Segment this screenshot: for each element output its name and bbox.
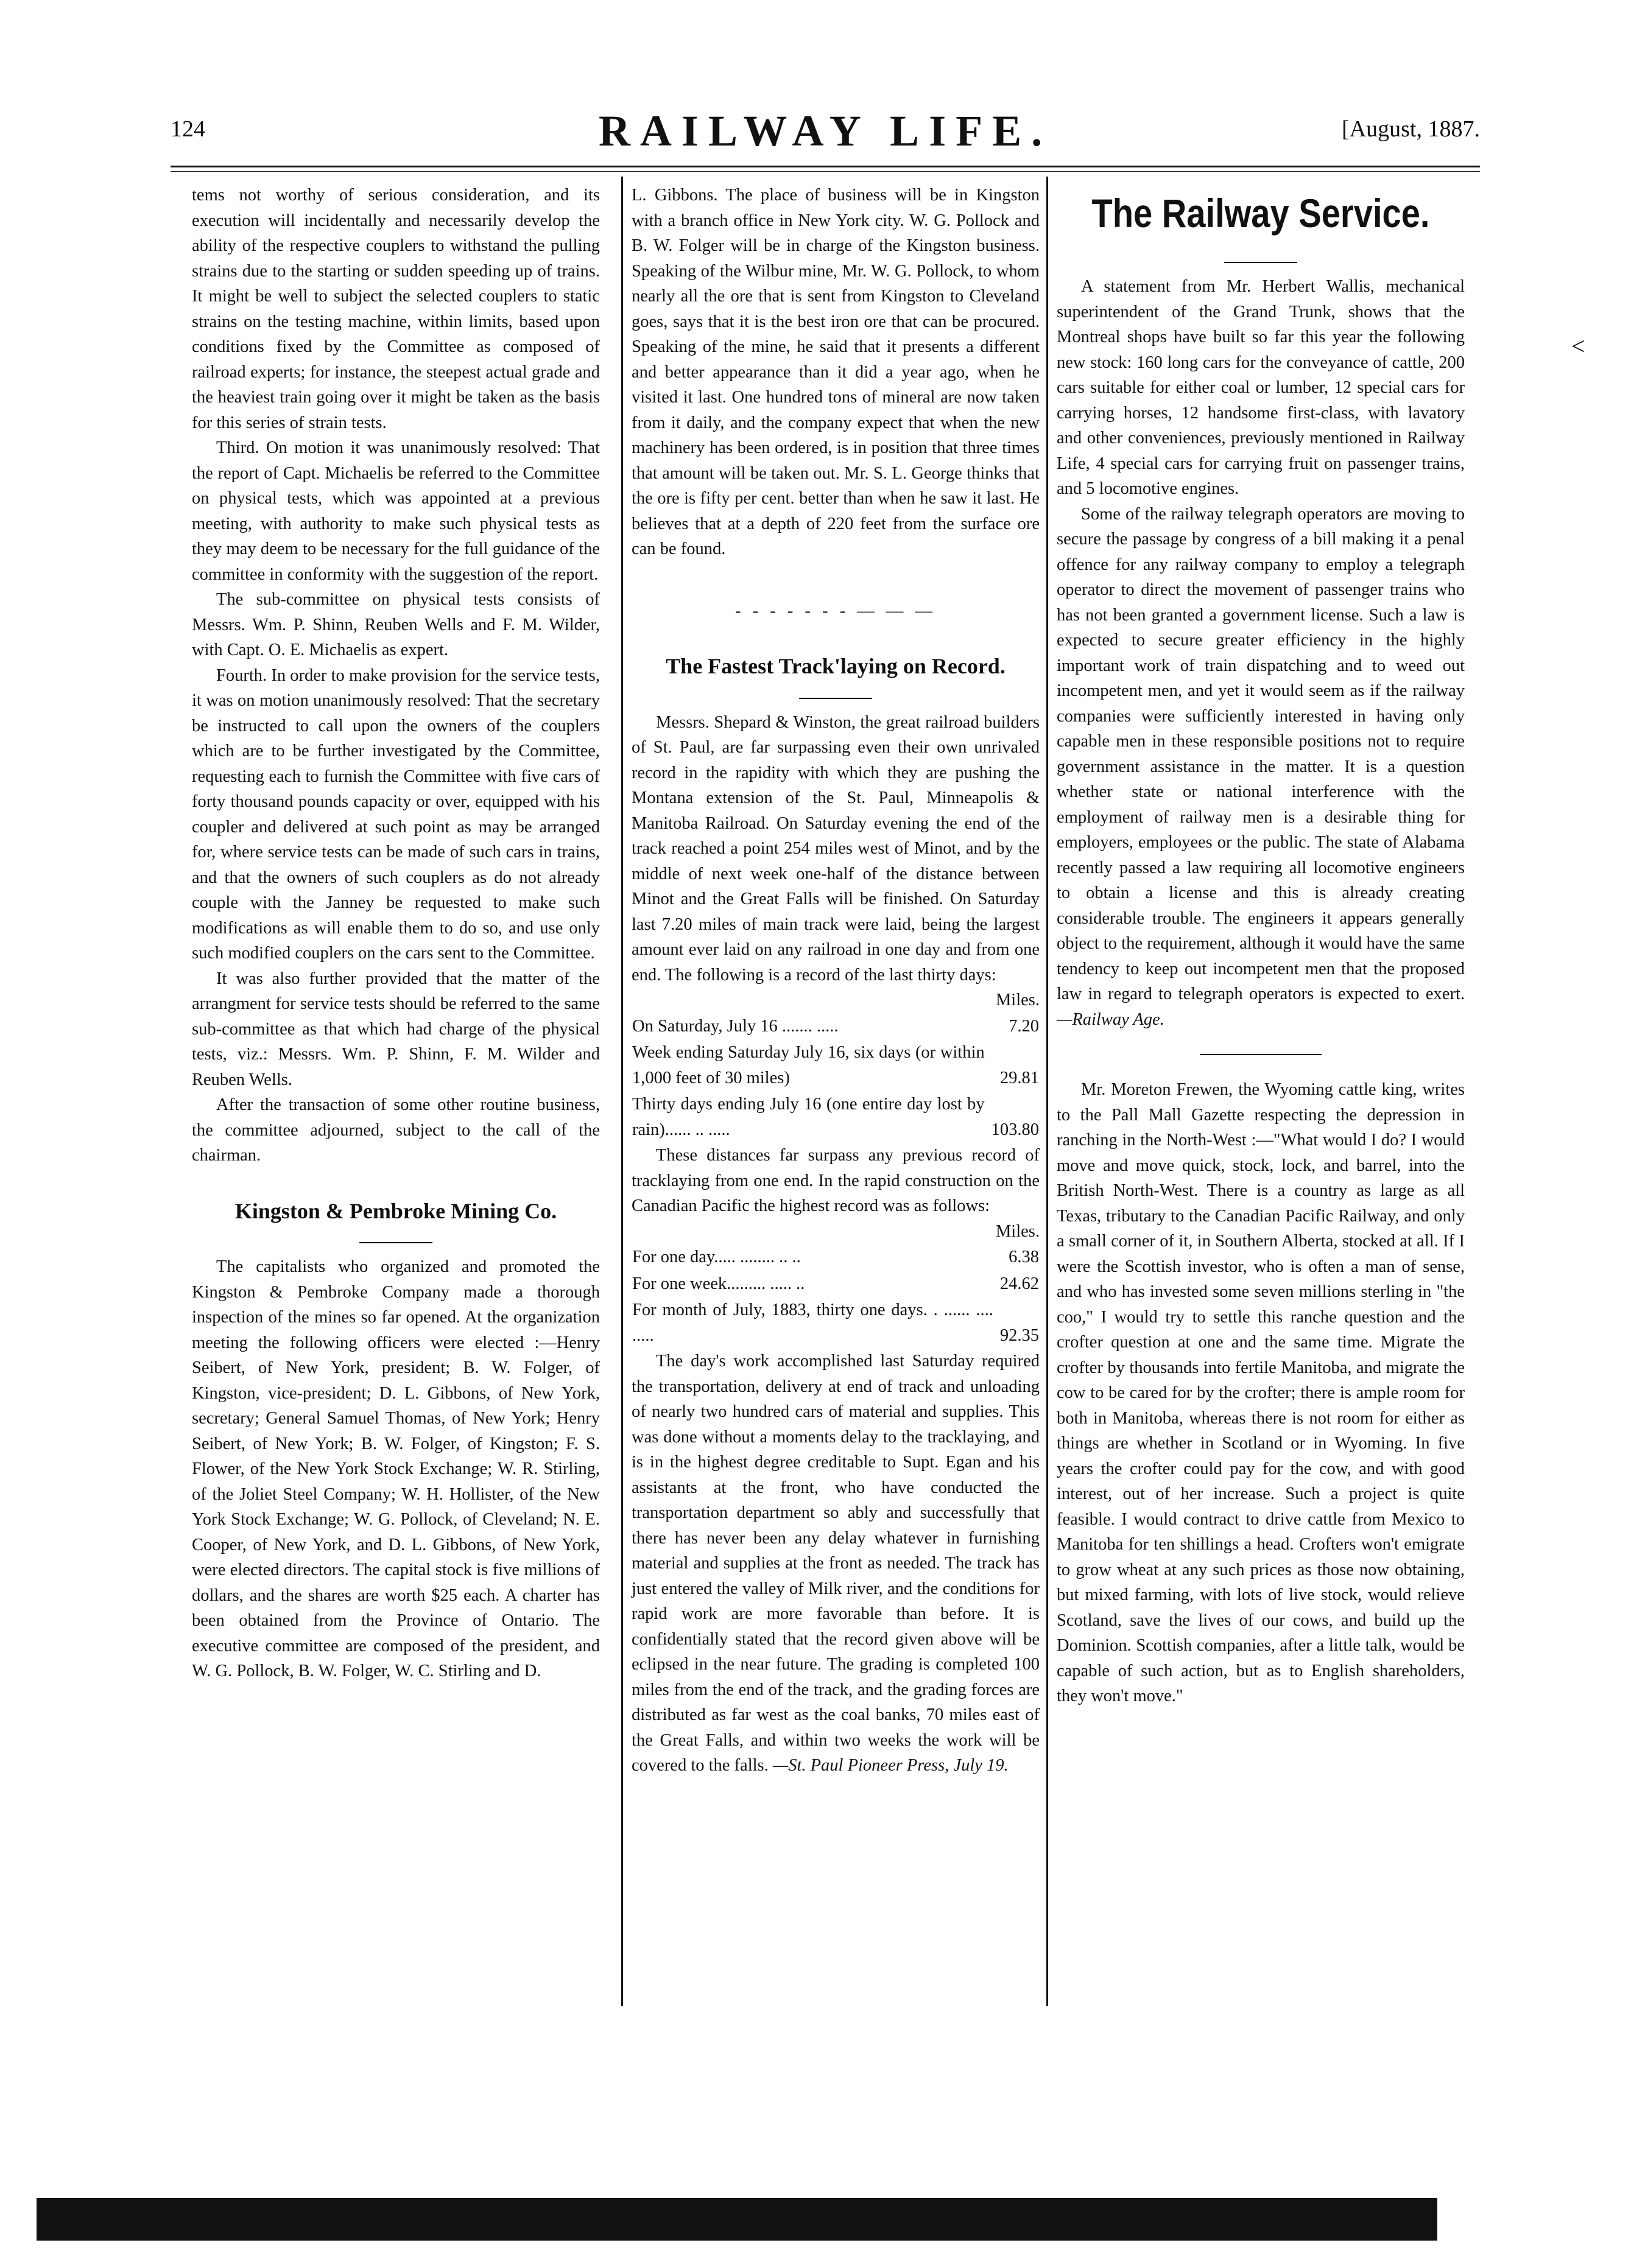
row-label: Thirty days ending July 16 (one entire day lost by rain)...... .. ..... (632, 1095, 985, 1139)
paragraph: The capitalists who organized and promoted the Kingston & Pembroke Company made a thorough inspection of the mines so far opened. At the organization meeting the following officers were elected :—Henry Seibert, of New York, president; B. W. Folger, of Kingston, vice-president; D. L. Gibbons, of New York, secretary; General Samuel Thomas, of New York; Henry Seibert, of New York; B. W. Folger, of Kingston; F. S. Flower, of the New York Stock Exchange; W. R. Stirling, of the Joliet Steel Company; W. H. Hollister, of the New York Stock Exchange; W. G. Pollock, of Cleveland; N. E. Cooper, of New York, and D. L. Gibbons, of New York, were elected directors. The capital stock is five millions of dollars, and the shares are worth $25 each. A charter has been obtained from the Province of Ontario. The executive committee are composed of the president, and W. G. Pollock, B. W. Folger, W. C. Stirling and D. (192, 1257, 600, 1680)
section-rule (1200, 1054, 1322, 1055)
row-label: Week ending Saturday July 16, six days (or within 1,000 feet of 30 miles) (632, 1043, 985, 1087)
source-citation: —St. Paul Pioneer Press, July 19. (772, 1756, 1009, 1775)
row-value: 92.35 (999, 1325, 1039, 1345)
paragraph (632, 1349, 1040, 1778)
table-row (632, 1297, 1040, 1349)
issue-date: [August, 1887. (1342, 116, 1480, 142)
paragraph: Mr. Moreton Frewen, the Wyoming cattle king, writes to the Pall Mall Gazette respecting the depression in ranching in the North-West :—"What would I do? I would move and move quick, stock, lock, and barrel, into the British North-West. There is a country as large as all Texas, tributary to the Canadian Pacific Railway, and only a small corner of it, in Southern Alberta, stocked at all. If I were the Scottish investor, who is often a man of sense, and who has invested some seven millions sterling in "the coo," I would try to settle this ranche question and the crofter question at one and the same time. Migrate the crofter by thousands into fertile Manitoba, and migrate the cow to be cared for by the crofter; there is ample room for both in Manitoba, whereas there is not room for either as things are whether in Scotland or in Wyoming. In five years the crofter could pay for the cow, and with good interest, out of her increase. Such a project is quite feasible. I would contract to drive cattle from Mexico to Manitoba for ten shillings a head. Crofters won't emigrate to grow wheat at any such prices as those now obtaining, but mixed farming, with lots of live stock, would relieve Scotland, save the lives of our cows, and build up the Dominion. Scottish companies, after a little talk, would be capable of such action, but as to English shareholders, they won't move." (1057, 1080, 1465, 1705)
heading-rule (1224, 262, 1297, 263)
table-unit: Miles. (995, 991, 1040, 1009)
row-value: 24.62 (999, 1274, 1039, 1293)
margin-mark: < (1571, 332, 1585, 360)
paragraph: It was also further provided that the matter of the arrangment for service tests should be referred to the same sub-committee as that which had charge of the physical tests, viz.: Messrs. Wm. P. Shinn, F. M. Wilder and Reuben Wells. (192, 969, 600, 1089)
paragraph: These distances far surpass any previous record of tracklaying from one end. In the rapid construction on the Canadian Pacific the highest record was as follows: (632, 1146, 1040, 1215)
paragraph: Messrs. Shepard & Winston, the great railroad builders of St. Paul, are far surpassing even their own unrivaled record in the rapidity with which they are pushing the Montana extension of the St. Paul, Minneapolis & Manitoba Railroad. On Saturday evening the end of the track reached a point 254 miles west of Minot, and by the middle of next week one-half of the distance between Minot and the Great Falls will be finished. On Saturday last 7.20 miles of main track were laid, being the largest amount ever laid on any railroad in one day and from one end. The following is a record of the last thirty days: (632, 712, 1040, 985)
source-citation: —Railway Age. (1057, 1009, 1164, 1029)
page-number: 124 (171, 116, 205, 142)
table-row (632, 1091, 1040, 1143)
column-1 (192, 183, 600, 1684)
section-separator: - - - - - - - — — — (734, 601, 937, 620)
paragraph: A statement from Mr. Herbert Wallis, mechanical superintendent of the Grand Trunk, shows that the Montreal shops have built so far this year the following new stock: 160 long cars for the conveyance of cattle, 200 cars suitable for either coal or lumber, 12 special cars for carrying horses, 12 handsome first-class, with lavatory and other conveniences, previously mentioned in Railway Life, 4 special cars for carrying fruit on passenger trains, and 5 locomotive engines. (1057, 277, 1465, 498)
column-divider-1 (621, 177, 623, 2006)
table-unit: Miles. (995, 1221, 1040, 1241)
publication-title: RAILWAY LIFE. (598, 107, 1052, 155)
table-row (632, 1244, 1040, 1271)
record-table-2 (632, 1244, 1040, 1349)
row-value: 29.81 (999, 1068, 1039, 1087)
section-heading: The Railway Service. (1091, 191, 1430, 236)
paragraph: After the transaction of some other routine business, the committee adjourned, subject to the call of the chairman. (192, 1095, 600, 1165)
paragraph-text: The day's work accomplished last Saturday required the transportation, delivery at end of track and unloading of nearly two hundred cars of material and supplies. This was done without a moments delay to the tracklaying, and is in the highest degree creditable to Supt. Egan and his assistants at the front, who have conducted the transportation department so ably and successfully that there has never been any delay whatever in furnishing material and supplies at the front as needed. The track has just entered the valley of Milk river, and the conditions for rapid work are more favorable than before. It is confidentially stated that the record given above will be eclipsed in the near future. The grading is completed 100 miles from the end of the track, and the grading forces are distributed as far west as the coal banks, 70 miles east of the Great Falls, and within two weeks the work will be covered to the falls. (632, 1352, 1040, 1775)
heading-rule (359, 1242, 432, 1243)
column-2 (632, 183, 1040, 1778)
paragraph: tems not worthy of serious consideration, and its execution will incidentally and necessarily develop the ability of the respective couplers to withstand the pulling strains due to the starting or sudden speeding up of trains. It might be well to subject the selected couplers to static strains on the testing machine, within limits, based upon conditions fixed by the Committee as composed of railroad experts; for instance, the steepest actual grade and the heaviest train going over it might be taken as the basis for this series of strain tests. (192, 186, 600, 432)
column-divider-2 (1046, 177, 1048, 2006)
section-heading: Kingston & Pembroke Mining Co. (234, 1198, 557, 1223)
heading-rule (799, 698, 872, 699)
table-row (632, 1013, 1040, 1040)
scan-edge-bar (37, 2198, 1437, 2241)
paragraph: Fourth. In order to make provision for the service tests, it was on motion unanimously resolved: That the secretary be instructed to call upon the owners of the couplers which are to be further investigated by the Committee, requesting each to furnish the Committee with five cars of forty thousand pounds capacity or over, equipped with his coupler and delivered at such point as may be arranged for, where service tests can be made of such cars in trains, and that the owners of such couplers as do not already couple with the Janney be requested to make such modifications as will enable them to do so, and use only such modified couplers on the cars sent to the Committee. (192, 665, 600, 963)
masthead (171, 107, 1480, 158)
paragraph: L. Gibbons. The place of business will be in Kingston with a branch office in New York city. W. G. Pollock and B. W. Folger will be in charge of the Kingston business. Speaking of the Wilbur mine, Mr. W. G. Pollock, to whom nearly all the ore that is sent from Kingston to Cleveland goes, says that it is the best iron ore that can be procured. Speaking of the mine, he said that it presents a different and better appearance than it did a year ago, when he visited it last. One hundred tons of mineral are now taken from it daily, and the company expect that when the new machinery has been ordered, is in position that three times that amount will be taken out. Mr. S. L. George thinks that the ore is fifty per cent. better than when he saw it last. He believes that at a depth of 220 feet from the surface ore can be found. (632, 186, 1040, 558)
header-rule (171, 166, 1480, 167)
row-value: 6.38 (1009, 1248, 1039, 1266)
row-label: For month of July, 1883, thirty one days. . ...... .... ..... (632, 1301, 993, 1345)
paragraph: Third. On motion it was unanimously resolved: That the report of Capt. Michaelis be referred to the Committee on physical tests, which was appointed at a previous meeting, with authority to make such physical tests as they may deem to be necessary for the full guidance of the committee in conformity with the suggestion of the report. (192, 438, 600, 584)
row-label: For one week......... ..... .. (632, 1274, 805, 1293)
column-3 (1057, 183, 1465, 1709)
paragraph-text: Some of the railway telegraph operators are moving to secure the passage by congress of a bill making it a penal offence for any railway company to employ a telegraph operator to direct the movement of passenger trains who has not been granted a government license. Such a law is expected to secure greater efficiency in the highly important work of train dispatching and to weed out incompetent men, and yet it would seem as if the railway companies were sufficiently interested in having only capable men in these responsible positions not to require government assistance in the matter. It is a question whether state or national interference with the employment of railway men is a desirable thing for employers, employees or the public. The state of Alabama recently passed a law requiring all locomotive engineers to obtain a license and this is already creating considerable trouble. The engineers it appears generally object to the requirement, although it would have the same tendency to keep out incompetent men that the proposed law in regard to telegraph operators is expected to exert. (1057, 504, 1465, 1003)
section-heading: The Fastest Track'laying on Record. (666, 654, 1006, 678)
row-label: For one day..... ........ .. .. (632, 1248, 801, 1266)
row-value: 7.20 (1009, 1016, 1039, 1036)
paragraph: The sub-committee on physical tests consists of Messrs. Wm. P. Shinn, Reuben Wells and F. M. Wilder, with Capt. O. E. Michaelis as expert. (192, 590, 600, 659)
table-row (632, 1039, 1040, 1091)
paragraph (1057, 502, 1465, 1033)
table-row (632, 1271, 1040, 1297)
record-table-1 (632, 1013, 1040, 1143)
row-value: 103.80 (991, 1120, 1039, 1139)
header-rule-thin (171, 171, 1480, 172)
row-label: On Saturday, July 16 ....... ..... (632, 1016, 839, 1036)
